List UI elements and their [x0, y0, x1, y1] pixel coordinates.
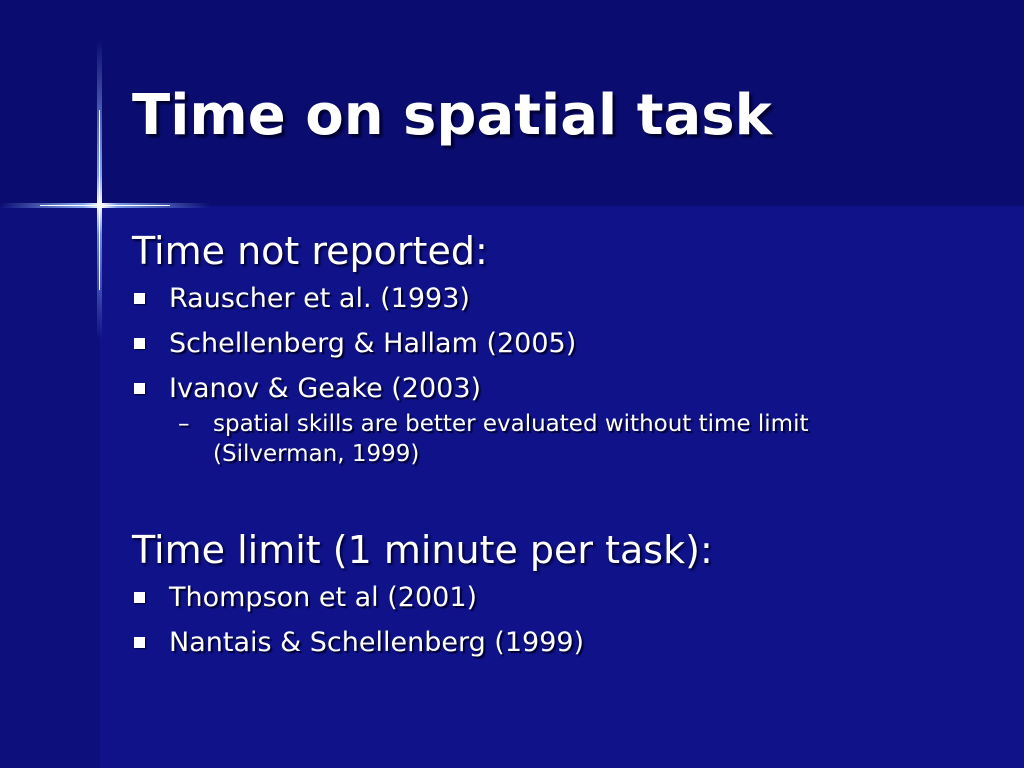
sub-list-item: [132, 409, 992, 469]
list-item: [132, 620, 992, 665]
list-item-text: Rauscher et al. (1993): [169, 283, 470, 314]
list-item-text: Thompson et al (2001): [169, 582, 478, 613]
list-item-text: Ivanov & Geake (2003): [169, 373, 482, 404]
square-bullet-icon: [134, 637, 145, 648]
list-item: [132, 366, 992, 411]
sub-list-item-line-2: (Silverman, 1999): [213, 441, 420, 467]
slide-body: [132, 226, 992, 665]
list-item: [132, 575, 992, 620]
left-margin-band: [0, 206, 100, 768]
list-item-text: Nantais & Schellenberg (1999): [169, 627, 585, 658]
sparkle-vertical-core: [99, 110, 100, 290]
square-bullet-icon: [134, 293, 145, 304]
square-bullet-icon: [134, 383, 145, 394]
slide-title: Time on spatial task: [132, 83, 772, 148]
list-item: [132, 321, 992, 366]
sub-list-item-line-1: spatial skills are better evaluated without time limit: [213, 411, 809, 437]
section-heading-time-limit: Time limit (1 minute per task):: [132, 528, 713, 572]
square-bullet-icon: [134, 592, 145, 603]
sparkle-horizontal-core: [40, 205, 170, 206]
square-bullet-icon: [134, 338, 145, 349]
list-item: [132, 276, 992, 321]
section-heading-time-not-reported: Time not reported:: [132, 229, 488, 273]
dash-bullet: –: [178, 411, 190, 437]
list-item-text: Schellenberg & Hallam (2005): [169, 328, 577, 359]
section-spacer: [132, 469, 992, 525]
